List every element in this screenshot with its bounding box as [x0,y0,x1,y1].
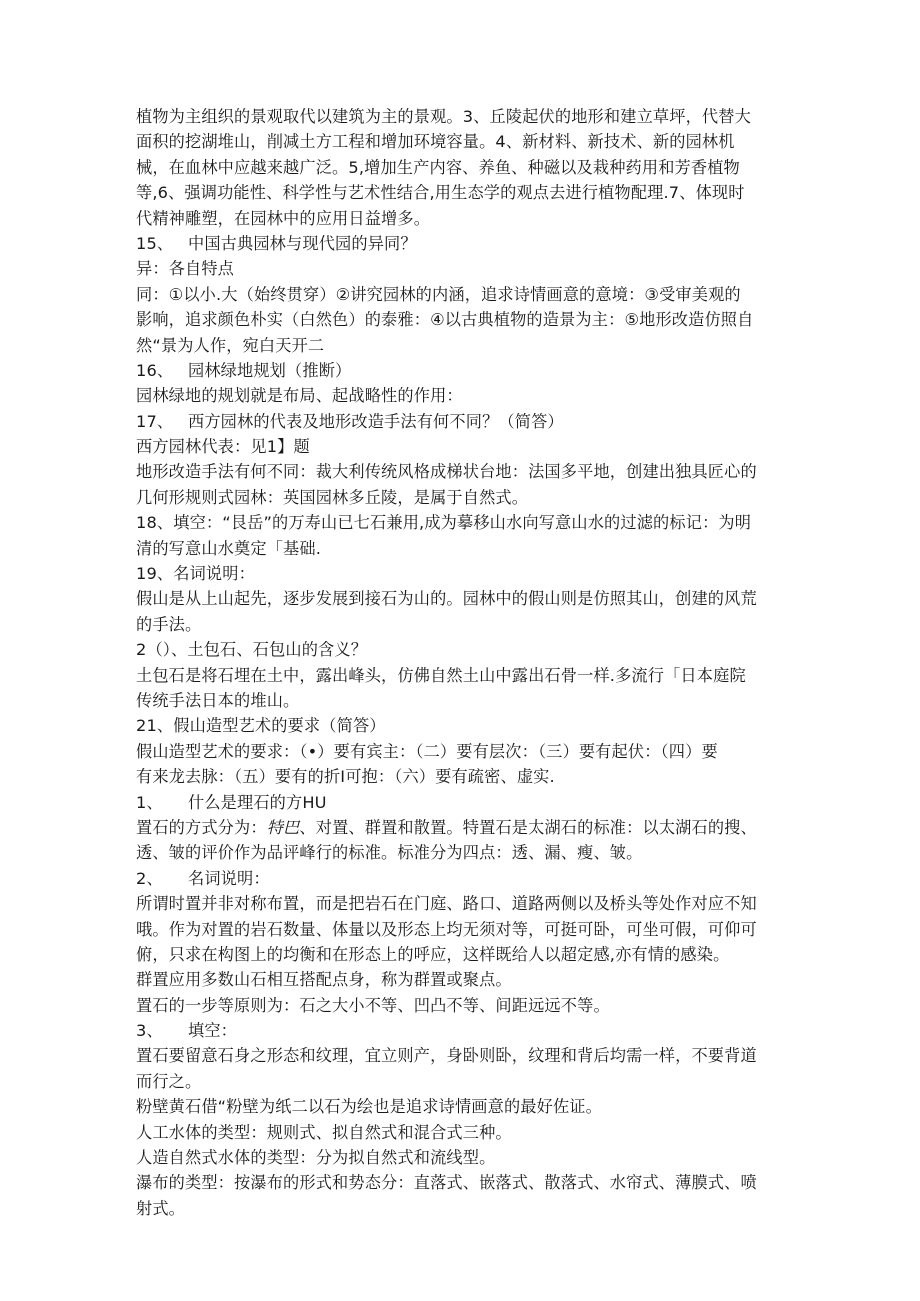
text-line: 18、填空：“艮岳”的万寿山已七石兼用,成为摹移山水向写意山水的过滤的标记：为明 [136,513,752,533]
text-line: 几何形规则式园林：英国园林多丘陵，是属于自然式。 [136,487,529,507]
text-line: 假山是从上山起先，逐步发展到接石为山的。园林中的假山则是仿照其山，创建的风荒 [136,589,757,609]
question-15-heading [136,231,786,256]
text-line: 园林绿地的规划就是布局、起战略性的作用： [136,386,463,406]
text-line: 传统手法日本的堆山。 [136,690,300,710]
text-segment: 置石的方式分为： [136,817,267,837]
question-number: 15、 [136,233,174,253]
text-line: 面积的挖湖堆山，削减土方工程和增加环境容量。4、新材料、新技术、新的园林机 [136,132,735,152]
question-title: 中国古典园林与现代园的异同？ [188,233,417,253]
question-16-heading [136,358,786,383]
question-title: 园林绿地规划（推断） [188,360,352,380]
text-line: 透、皱的评价作为品评峰行的标准。标准分为四点：透、漏、瘦、皱。 [136,843,643,863]
text-line: 清的写意山水奠定「基础. [136,538,322,558]
text-line: 而行之。 [136,1071,202,1091]
text-line: 19、名词说明： [136,564,255,584]
text-line: 人工水体的类型：规则式、拟自然式和混合式三种。 [136,1122,512,1142]
text-line: 假山造型艺术的要求：（•）要有宾主：（二）要有层次：（三）要有起伏：（四）要 [136,741,718,761]
document-body [136,104,786,1221]
question-17-heading [136,409,786,434]
text-line [136,815,786,840]
italic-text-segment: 特巴 [266,817,300,837]
text-line: 2（）、土包石、石包山的含义？ [136,640,368,660]
question-number: 17、 [136,411,174,431]
section-title: 什么是理石的方HU [188,792,327,812]
text-line: 粉壁黄石借“粉壁为纸二以石为绘也是追求诗情画意的最好佐证。 [136,1097,602,1117]
text-line: 有来龙去脉：（五）要有的折I可抱：（六）要有疏密、虚实. [136,767,555,787]
question-number: 16、 [136,360,174,380]
text-line: 置石的一步等原则为：石之大小不等、凹凸不等、间距远远不等。 [136,995,610,1015]
text-line: 代精神雕塑，在园林中的应用日益增多。 [136,208,431,228]
text-line: 然“景为人作，宛白天开二 [136,335,325,355]
text-line: 的手法。 [136,614,202,634]
section-title: 填空： [188,1021,238,1041]
text-line: 植物为主组织的景观取代以建筑为主的景观。3、丘陵起伏的地形和建立草坪，代替大 [136,107,751,126]
section-number: 2、 [136,868,163,888]
text-line: 群置应用多数山石相互搭配点身，称为群置或聚点。 [136,970,512,990]
text-line: 瀑布的类型：按瀑布的形式和势态分：直落式、嵌落式、散落式、水帘式、薄膜式、喷 [136,1173,757,1193]
text-line: 哦。作为对置的岩石数量、体量以及形态上均无须对等，可挺可卧，可坐可假，可仰可 [136,919,757,939]
text-line: 同：①以小.大（始终贯穿）②讲究园林的内涵，追求诗情画意的意境：③受审美观的 [136,284,741,304]
text-line: 地形改造手法有何不同：裁大利传统风格成梯状台地：法国多平地，创建出独具匠心的 [136,462,757,482]
section-3-heading [136,1018,786,1043]
question-title: 西方园林的代表及地形改造手法有何不同？（简答） [188,411,564,431]
text-line: 异：各自特点 [136,259,235,279]
text-segment: 、对置、群置和散置。特置石是太湖石的标准：以太湖石的搜、 [299,817,757,837]
text-line: 射式。 [136,1198,186,1218]
text-line: 等,6、强调功能性、科学性与艺术性结合,用生态学的观点去进行植物配理.7、体现时 [136,183,745,203]
text-line: 置石要留意石身之形态和纹理，宜立则产，身卧则卧，纹理和背后均需一样，不要背道 [136,1046,757,1066]
text-line: 所谓时置并非对称布置，而是把岩石在门庭、路口、道路两侧以及桥头等处作对应不知 [136,894,757,914]
section-2-heading [136,866,786,891]
text-line: 土包石是将石埋在土中，露出峰头，仿佛自然土山中露出石骨一样.多流行「日本庭院 [136,665,746,685]
text-line: 21、假山造型艺术的要求（简答） [136,716,386,736]
text-line: 影响，追求颜色朴实（白然色）的泰雅：④以古典植物的造景为主：⑤地形改造仿照自 [136,310,754,330]
text-line: 西方园林代表：见1】题 [136,437,310,457]
section-1-heading [136,790,786,815]
section-title: 名词说明： [188,868,270,888]
text-line: 俯，只求在构图上的均衡和在形态上的呼应，这样既给人以超定感,亦有情的感染。 [136,944,730,964]
section-number: 3、 [136,1021,163,1041]
text-line: 人造自然式水体的类型：分为拟自然式和流线型。 [136,1148,496,1168]
section-number: 1、 [136,792,163,812]
text-line: 械，在血林中应越来越广泛。5,增加生产内容、养鱼、种磁以及栽种药用和芳香植物 [136,157,740,177]
